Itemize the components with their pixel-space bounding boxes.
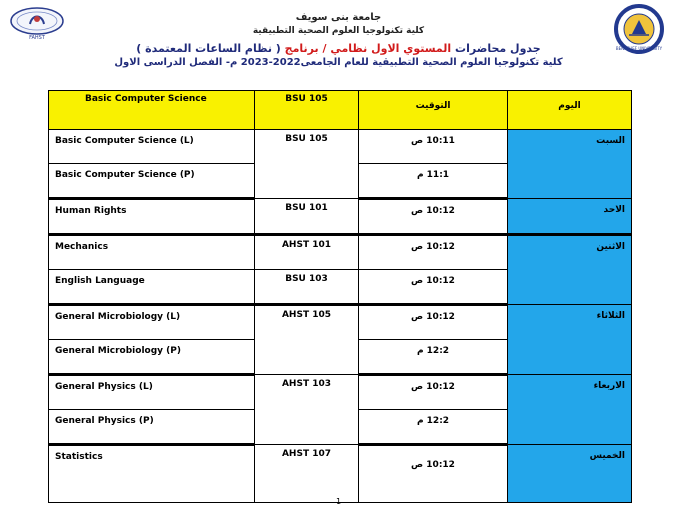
course-name: General Physics (P)	[49, 410, 255, 445]
day-name: الاثنين	[508, 235, 632, 305]
table-row	[49, 375, 632, 410]
university-name: جامعة بنى سويف	[295, 12, 382, 23]
table-header-row	[49, 91, 632, 130]
header-course: Basic Computer Science	[49, 91, 255, 130]
time-slot: 10:12 ص	[359, 235, 508, 270]
table-row	[49, 305, 632, 340]
table-row	[49, 199, 632, 235]
course-name: Mechanics	[49, 235, 255, 270]
page-number: 1	[335, 497, 342, 506]
course-name: Basic Computer Science (L)	[49, 130, 255, 164]
table-row	[49, 130, 632, 164]
svg-text:FAHST: FAHST	[29, 35, 45, 41]
table-row	[49, 445, 632, 503]
schedule-title	[0, 42, 677, 55]
schedule-subtitle: كلية تكنولوجيا العلوم الصحية التطبيقية للعام الجامعى2022-2023 م- الفصل الدراسى الاول	[114, 57, 563, 68]
course-code: BSU 103	[255, 270, 359, 305]
course-name: General Microbiology (L)	[49, 305, 255, 340]
header-code: BSU 105	[255, 91, 359, 130]
time-slot: 10:12 ص	[359, 375, 508, 410]
title-level: المستوي الاول نظامي / برنامج	[284, 42, 452, 55]
time-slot: 10:12 ص	[359, 270, 508, 305]
course-code: AHST 101	[255, 235, 359, 270]
day-name: الخميس	[508, 445, 632, 503]
day-name: الثلاثاء	[508, 305, 632, 375]
course-code: AHST 105	[255, 305, 359, 375]
title-system: ( نظام الساعات المعتمدة )	[136, 42, 281, 55]
course-name: English Language	[49, 270, 255, 305]
time-slot: 10:12 ص	[359, 199, 508, 235]
course-code: BSU 105	[255, 130, 359, 199]
time-slot: 10:12 ص	[359, 305, 508, 340]
course-code: AHST 107	[255, 445, 359, 503]
schedule-table	[48, 90, 632, 503]
time-slot: 10:11 ص	[359, 130, 508, 164]
header-time: التوقيت	[359, 91, 508, 130]
time-slot: 11:1 م	[359, 164, 508, 199]
time-slot: 12:2 م	[359, 340, 508, 375]
svg-text:BENI-SUEF UNIVERSITY: BENI-SUEF UNIVERSITY	[615, 46, 663, 51]
time-slot: 12:2 م	[359, 410, 508, 445]
header-day: اليوم	[508, 91, 632, 130]
course-code: BSU 101	[255, 199, 359, 235]
course-name: General Microbiology (P)	[49, 340, 255, 375]
course-name: Statistics	[49, 445, 255, 503]
table-row	[49, 235, 632, 270]
course-code: AHST 103	[255, 375, 359, 445]
time-slot: 10:12 ص	[359, 445, 508, 503]
course-name: General Physics (L)	[49, 375, 255, 410]
course-name: Human Rights	[49, 199, 255, 235]
day-name: الاحد	[508, 199, 632, 235]
title-prefix: جدول محاضرات	[455, 42, 541, 55]
day-name: الاربعاء	[508, 375, 632, 445]
faculty-name: كلية تكنولوجيا العلوم الصحية التطبيقية	[252, 26, 425, 36]
day-name: السبت	[508, 130, 632, 199]
course-name: Basic Computer Science (P)	[49, 164, 255, 199]
